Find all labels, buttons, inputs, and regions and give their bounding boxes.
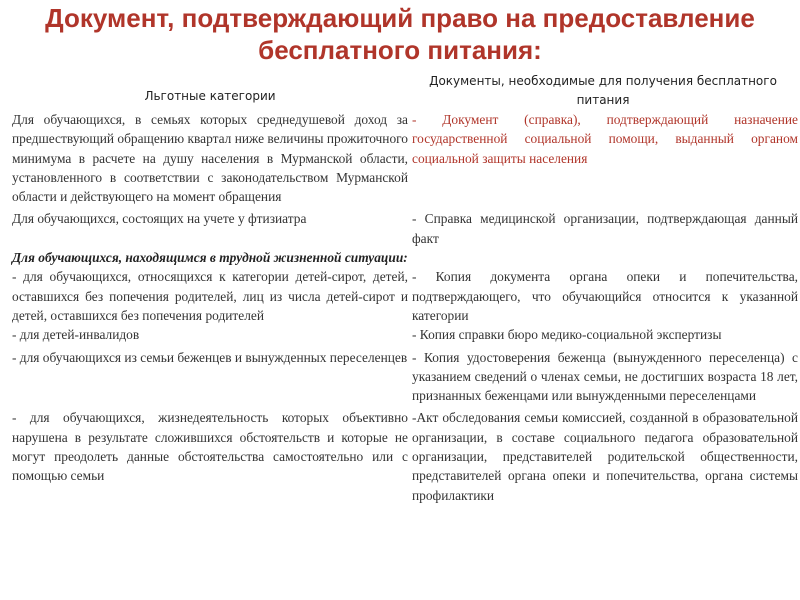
benefits-table [12, 72, 798, 505]
row-low-income-category: Для обучающихся, в семьях которых среднедушевой доход за предшествующий обращению квартал ниже величины прожиточного минимума в расчете на душу населения в Мурманской области, установленного в соответствии с законодательством Мурманской области и действующего на момент обращения [12, 112, 408, 205]
row-hardship-category: - для обучающихся, жизнедеятельность которых объективно нарушена в результате сложившихся обстоятельств и которые не могут преодолеть данные обстоятельства самостоятельно или с помощью семьи [12, 410, 408, 484]
row-orphans-document: - Копия документа органа опеки и попечительства, подтверждающего, что обучающийся относится к указанной категории [412, 269, 798, 323]
row-disabled-category: - для детей-инвалидов [12, 327, 140, 343]
row-phthisiatrician-category: Для обучающихся, состоящих на учете у фтизиатра [12, 211, 307, 227]
row-orphans-category: - для обучающихся, относящихся к категории детей-сирот, детей, оставшихся без попечения родителей, лиц из числа детей-сирот и детей, оставшихся без попечения родителей [12, 269, 408, 323]
section-difficult-situation: Для обучающихся, находящимся в трудной жизненной ситуации: [12, 250, 408, 266]
row-disabled-document: - Копия справки бюро медико-социальной экспертизы [412, 327, 722, 343]
section-spacer [408, 248, 798, 267]
page-title [0, 2, 800, 66]
row-refugees-category: - для обучающихся из семьи беженцев и вынужденных переселенцев [12, 349, 408, 365]
row-phthisiatrician-document: - Справка медицинской организации, подтверждающая данный факт [412, 211, 798, 246]
page-title-line-1: Документ, подтверждающий право на предоставление [45, 3, 755, 33]
row-hardship-document: -Акт обследования семьи комиссией, созданной в образовательной организации, в составе социального педагога образовательной организации, представителей родительской общественности, представителей органа опеки и попечительства, органа системы профилактики [412, 410, 798, 503]
page-title-line-2: бесплатного питания: [258, 35, 542, 65]
header-documents: Документы, необходимые для получения бесплатного питания [429, 74, 777, 107]
row-refugees-document: - Копия удостоверения беженца (вынужденного переселенца) с указанием сведений о членах семьи, не достигших возраста 18 лет, признанных беженцами или вынужденными переселенцами [412, 349, 798, 404]
row-low-income-document: - Документ (справка), подтверждающий назначение государственной социальной помощи, выданный органом социальной защиты населения [412, 112, 798, 166]
header-categories: Льготные категории [144, 89, 276, 103]
